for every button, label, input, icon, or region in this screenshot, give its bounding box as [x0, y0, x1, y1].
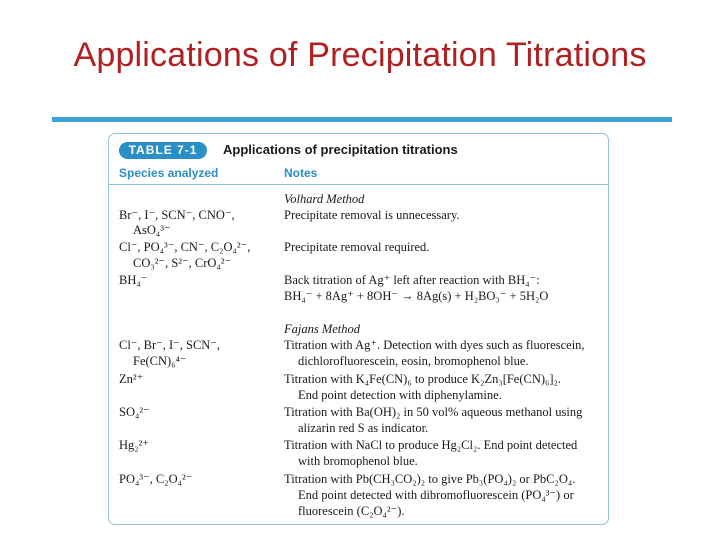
column-header-species: Species analyzed	[119, 166, 219, 180]
table-cell-species: BH₄⁻	[119, 273, 148, 287]
table-cell-species: Fe(CN)₆⁴⁻	[133, 354, 187, 368]
table-cell-species: Hg₂²⁺	[119, 438, 149, 452]
slide-title: Applications of Precipitation Titrations	[73, 36, 647, 74]
header-divider	[109, 184, 608, 185]
table-cell-notes: Precipitate removal required.	[284, 240, 430, 254]
table-cell-species: AsO₄³⁻	[133, 223, 171, 237]
table-cell-species: Zn²⁺	[119, 372, 144, 386]
table-number-badge: TABLE 7-1	[119, 142, 207, 159]
table-cell-notes: Titration with Pb(CH₃CO₂)₂ to give Pb₃(PO₄)₂ or PbC₂O₄.	[284, 472, 576, 486]
table-cell-notes: with bromophenol blue.	[298, 454, 418, 468]
title-divider	[52, 117, 672, 122]
table-figure	[108, 133, 609, 525]
table-cell-notes: Precipitate removal is unnecessary.	[284, 208, 460, 222]
table-cell-species: Br⁻, I⁻, SCN⁻, CNO⁻,	[119, 208, 235, 222]
table-cell-notes: Titration with Ag⁺. Detection with dyes such as fluorescein,	[284, 338, 585, 352]
table-cell-species: Cl⁻, Br⁻, I⁻, SCN⁻,	[119, 338, 221, 352]
table-cell-notes: Titration with Ba(OH)₂ in 50 vol% aqueous methanol using	[284, 405, 583, 419]
table-cell-notes: End point detected with dibromofluorescein (PO₄³⁻) or	[298, 488, 574, 502]
table-caption: Applications of precipitation titrations	[223, 142, 458, 157]
table-cell-species: CO₃²⁻, S²⁻, CrO₄²⁻	[133, 256, 232, 270]
table-cell-notes: dichlorofluorescein, eosin, bromophenol blue.	[298, 354, 529, 368]
table-cell-notes: Volhard Method	[284, 192, 365, 206]
table-cell-species: PO₄³⁻, C₂O₄²⁻	[119, 472, 193, 486]
table-cell-species: SO₄²⁻	[119, 405, 150, 419]
table-cell-notes: Back titration of Ag⁺ left after reaction with BH₄⁻:	[284, 273, 540, 287]
table-cell-notes: Titration with NaCl to produce Hg₂Cl₂. End point detected	[284, 438, 578, 452]
table-cell-notes: alizarin red S as indicator.	[298, 421, 429, 435]
table-cell-notes: Titration with K₄Fe(CN)₆ to produce K₂Zn₃[Fe(CN)₆]₂.	[284, 372, 562, 386]
table-cell-notes: fluorescein (C₂O₄²⁻).	[298, 504, 405, 518]
table-cell-notes: BH₄⁻ + 8Ag⁺ + 8OH⁻ → 8Ag(s) + H₂BO₃⁻ + 5H₂O	[284, 289, 549, 303]
table-cell-notes: Fajans Method	[284, 322, 361, 336]
table-cell-notes: End point detection with diphenylamine.	[298, 388, 502, 402]
table-cell-species: Cl⁻, PO₄³⁻, CN⁻, C₂O₄²⁻,	[119, 240, 251, 254]
column-header-notes: Notes	[284, 166, 318, 180]
